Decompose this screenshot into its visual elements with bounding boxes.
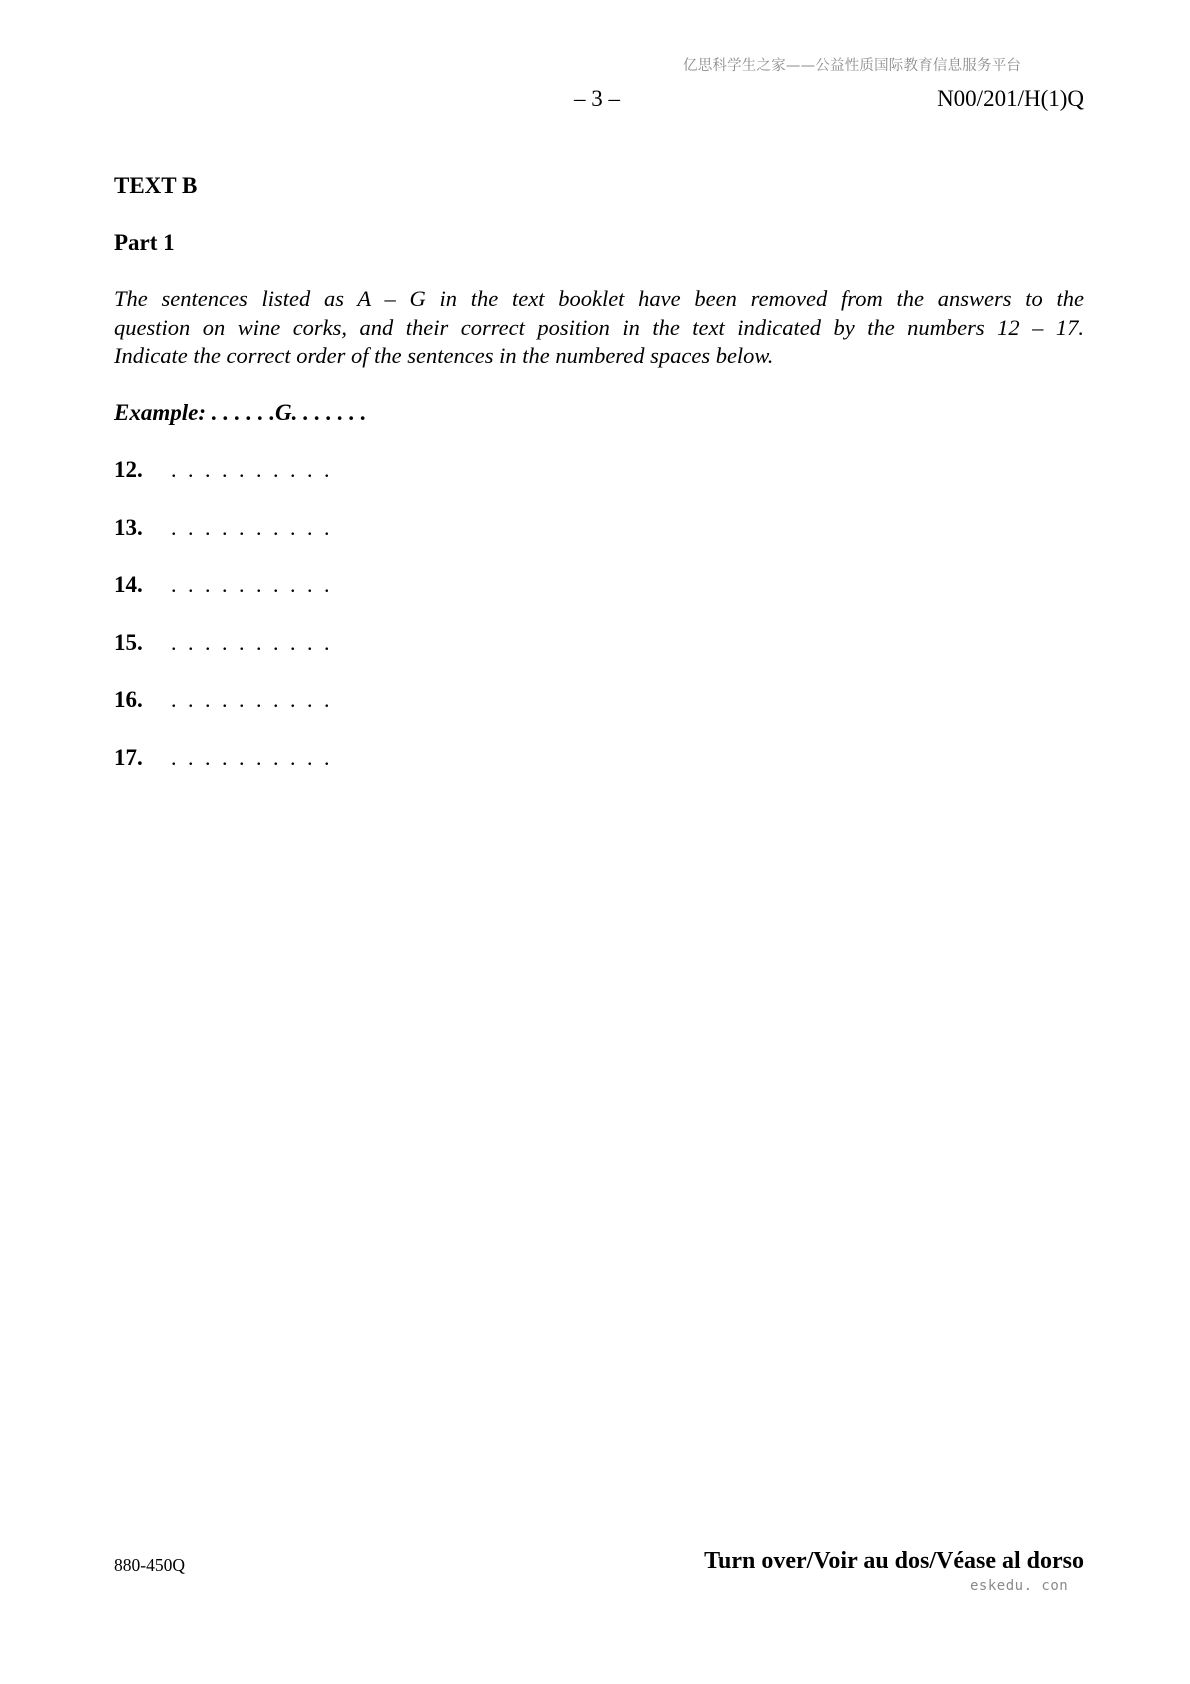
example-line bbox=[114, 400, 366, 426]
answer-number: 14. bbox=[114, 572, 143, 597]
document-code: N00/201/H(1)Q bbox=[937, 86, 1084, 111]
answer-row-15 bbox=[114, 630, 333, 688]
example-dots-before: . . . . . . bbox=[211, 400, 275, 425]
answer-number: 12. bbox=[114, 457, 143, 482]
answer-number: 16. bbox=[114, 687, 143, 712]
page-number: – 3 – bbox=[574, 86, 620, 111]
footer-code: 880-450Q bbox=[114, 1555, 185, 1575]
answer-blank[interactable]: . . . . . . . . . . bbox=[171, 687, 333, 712]
example-label: Example: bbox=[114, 400, 206, 425]
answer-blank[interactable]: . . . . . . . . . . bbox=[171, 457, 333, 482]
instructions-paragraph bbox=[114, 285, 1084, 371]
instructions-line: The sentences listed as A – G in the text booklet have been removed from the answers to the bbox=[114, 286, 1084, 311]
answer-row-12 bbox=[114, 457, 333, 515]
section-title: TEXT B bbox=[114, 173, 198, 198]
turn-over-notice: Turn over/Voir au dos/Véase al dorso bbox=[704, 1548, 1084, 1574]
answer-row-13 bbox=[114, 515, 333, 573]
watermark-bottom-text: eskedu. con bbox=[970, 1578, 1069, 1594]
answer-blank[interactable]: . . . . . . . . . . bbox=[171, 572, 333, 597]
answer-blank[interactable]: . . . . . . . . . . bbox=[171, 514, 333, 540]
answer-row-17 bbox=[114, 745, 333, 803]
answer-blank[interactable]: . . . . . . . . . . bbox=[171, 629, 333, 655]
example-dots-after: . . . . . . . bbox=[291, 400, 367, 425]
answer-row-16 bbox=[114, 687, 333, 745]
answer-number: 15. bbox=[114, 629, 143, 655]
instructions-line: Indicate the correct order of the sentences in the numbered spaces below. bbox=[114, 343, 774, 368]
answer-blank[interactable]: . . . . . . . . . . bbox=[171, 744, 333, 770]
example-answer: G bbox=[275, 400, 292, 425]
answer-row-14 bbox=[114, 572, 333, 630]
answer-list bbox=[114, 457, 333, 802]
part-title: Part 1 bbox=[114, 230, 175, 255]
watermark-top-text: 亿思科学生之家——公益性质国际教育信息服务平台 bbox=[683, 58, 1022, 74]
answer-number: 13. bbox=[114, 514, 143, 540]
instructions-line: question on wine corks, and their correct position in the text indicated by the numbers 12 – 17. bbox=[114, 314, 1084, 340]
answer-number: 17. bbox=[114, 744, 143, 770]
